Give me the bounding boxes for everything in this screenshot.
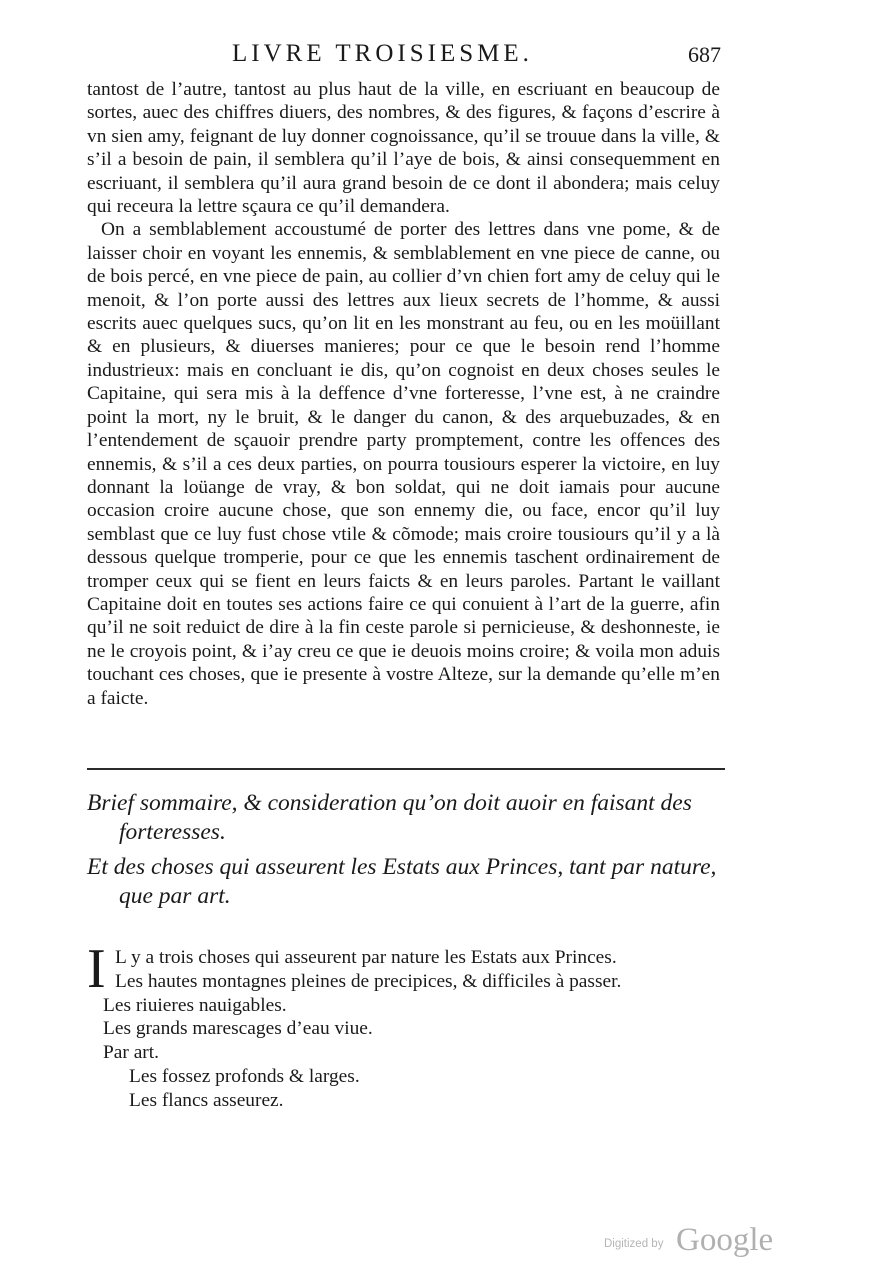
enumeration-block xyxy=(87,938,727,1113)
watermark-prefix: Digitized by xyxy=(604,1238,664,1250)
list-item: Les fossez profonds & larges. xyxy=(129,1065,360,1087)
list-item: Les grands marescages d’eau viue. xyxy=(103,1018,373,1040)
paragraph: On a semblablement accoustumé de porter des lettres dans vne pome, & de laisser choir en voyant les ennemis, & semblablement en vne piece de canne, ou de bois percé, en vne piece de pain, au collier d’vn chien fort amy de celuy qui le menoit, & l’on porte aussi des lettres aux lieux secrets de l’homme, & aussi escrits auec quelques sucs, qu’on lit en les monstrant au feu, ou en les moüillant & en plusieurs, & diuerses manieres; pour ce que le besoin rend l’homme industrieux: mais en concluant ie dis, qu’on cognoist en deux choses seules le Capitaine, qui sera mis à la deffence d’vne forteresse, l’vne est, à ne craindre point la mort, ny le bruit, & le danger du canon, & des arquebuzades, & en l’entendement de sçauoir prendre party promptement, contre les offences des ennemis, & s’il a ces deux parties, on pourra tousiours esperer la victoire, en luy donnant la loüange de vray, & bon soldat, qui ne doit iamais pour aucune occasion croire aucune chose, que son ennemy die, ou face, encor qu’il luy semblast que ce luy fust chose vtile & cõmode; mais croire tousiours qu’il y a là dessous quelque tromperie, pour ce que les ennemis taschent ordinairement de tromper ceux qui se fient en leurs faicts & en leurs paroles. Partant le vaillant Capitaine doit en toutes ses actions faire ce qui conuient à l’art de la guerre, afin qu’il ne soit reduict de dire à la fin ceste parole si pernicieuse, & deshonneste, ie ne le croyois point, & i’ay creu ce que ie deuois moins croire; & voila mon aduis touchant ces choses, que ie presente à vostre Alteze, sur la demande qu’elle m’en a faicte. xyxy=(87,219,720,709)
list-intro: L y a trois choses qui asseurent par nature les Estats aux Princes. xyxy=(115,947,617,968)
heading-line: Brief sommaire, & consideration qu’on doit auoir en faisant des forteresses. xyxy=(87,790,692,845)
running-title: LIVRE TROISIESME. xyxy=(232,40,533,67)
running-head xyxy=(0,40,877,70)
list-item: Les hautes montagnes pleines de precipices, & difficiles à passer. xyxy=(115,970,622,992)
section-heading xyxy=(87,789,737,917)
paragraph: tantost de l’autre, tantost au plus haut de la ville, en escriuant en beaucoup de sortes, auec des chiffres diuers, des nombres, & des figures, & façons d’escrire à vn sien amy, feignant de luy donner cognoissance, qu’il se trouue dans la ville, & s’il a besoin de pain, il semblera qu’il l’aye de bois, & ainsi consequemment en escriuant, il semblera qu’il aura grand besoin de ce dont il abondera; mais celuy qui receura la lettre sçaura ce qu’il demandera. xyxy=(87,79,720,218)
body-text xyxy=(87,78,720,710)
list-subheading: Par art. xyxy=(103,1042,159,1064)
list-item: Les riuieres nauigables. xyxy=(103,994,287,1016)
list-item: Les flancs asseurez. xyxy=(129,1089,284,1111)
section-divider xyxy=(87,768,725,770)
page-number: 687 xyxy=(688,42,721,67)
watermark-brand: Google xyxy=(676,1222,774,1258)
heading-line: Et des choses qui asseurent les Estats aux Princes, tant par nature, que par art. xyxy=(87,854,717,909)
drop-cap: I xyxy=(87,938,106,1000)
